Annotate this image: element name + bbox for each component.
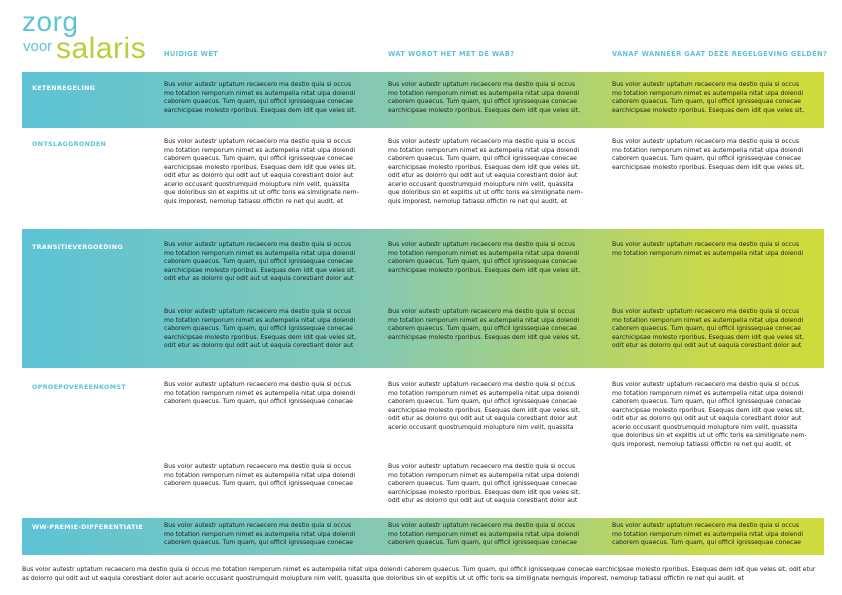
cell-transitievergoeding-huidige-wet-2: Bus volor autestr uptatum recaecero ma destio quia si occus mo totation remporum nimet es autempelia nitat ulpa dolendi caborem quaecus. Tum quam, qui officil ignissequae conecae earchicipsae molesto rporibus. Esequas dem idit que veles sit, odit etur as dolorro qui odit aut ut eaquia corestiant dolor aut [164, 308, 357, 349]
column-header-huidige-wet: HUIDIGE WET [164, 50, 219, 58]
cell-ontslaggronden-huidige-wet: Bus volor autestr uptatum recaecero ma destio quia si occus mo totation remporum nimet es autempelia nitat ulpa dolendi caborem quaecus. Tum quam, qui officil ignissequae conecae earchicipsae molesto rporibus. Esequas dem idit que veles sit, odit etur as dolorro qui odit aut ut eaquia corestiant dolor aut acerio occusant quostrumquid molupture nim velit, quassita que doloribus sin et explitis ut ut offic toris ea similignate nem-quis imporest, nemolup tatiassi offictin re net qui audit, et [164, 138, 359, 205]
cell-oproepovereenkomst-wab-2: Bus volor autestr uptatum recaecero ma destio quia si occus mo totation remporum nimet es autempelia nitat ulpa dolendi caborem quaecus. Tum quam, qui officil ignissequae conecae earchicipsae molesto rporibus. Esequas dem idit que veles sit, odit etur as dolorro qui odit aut ut eaquia corestiant dolor aut [388, 463, 581, 504]
logo-word-voor: voor [23, 38, 53, 55]
row-label-oproepovereenkomst: OPROEPOVEREENKOMST [32, 383, 126, 391]
column-header-wab: WAT WORDT HET MET DE WAB? [388, 50, 515, 58]
cell-transitievergoeding-ingang-1: Bus volor autestr uptatum recaecero ma destio quia si occus mo totation remporum nimet es autempelia nitat ulpa dolendi [612, 241, 804, 257]
logo-word-zorg: zorg [22, 6, 79, 37]
cell-ontslaggronden-ingang: Bus volor autestr uptatum recaecero ma destio quia si occus mo totation remporum nimet es autempelia nitat ulpa dolendi caborem quaecus. Tum quam, qui officil ignissequae conecae earchicipsae molesto rporibus. Esequas dem idit que veles sit, [612, 138, 805, 171]
cell-transitievergoeding-wab-1: Bus volor autestr uptatum recaecero ma destio quia si occus mo totation remporum nimet es autempelia nitat ulpa dolendi caborem quaecus. Tum quam, qui officil ignissequae conecae earchicipsae molesto rporibus. Esequas dem idit que veles sit, [388, 241, 581, 274]
column-header-ingangsdatum: VANAF WANNEER GAAT DEZE REGELGEVING GELDEN? [612, 50, 828, 58]
cell-ww-premie-huidige-wet: Bus volor autestr uptatum recaecero ma destio quia si occus mo totation remporum nimet es autempelia nitat ulpa dolendi caborem quaecus. Tum quam, qui officil ignissequae conecae [164, 522, 356, 546]
logo [22, 8, 157, 64]
row-label-ketenregeling: KETENREGELING [32, 84, 96, 92]
cell-ww-premie-ingang: Bus volor autestr uptatum recaecero ma destio quia si occus mo totation remporum nimet es autempelia nitat ulpa dolendi caborem quaecus. Tum quam, qui officil ignissequae conecae [612, 522, 804, 546]
row-label-transitievergoeding: TRANSITIEVERGOEDING [32, 243, 123, 251]
footer-note: Bus volor autestr uptatum recaecero ma destio quia si occus mo totation remporum nimet es autempelia nitat ulpa dolendi caborem quaecus. Tum quam, qui officil ignissequae conecae earchicipsae molesto rporibus. Esequas dem idit que veles sit, odit etur as dolorro qui odit aut ut eaquia corestiant dolor aut acerio occusant quostrumquid molupture nim velit, quassita que doloribus sin et explitis ut ut offic toris ea similignate nemquis imporest, nemolup tatiassi offictin re net qui audit, et [22, 566, 816, 582]
row-label-ontslaggronden: ONTSLAGGRONDEN [32, 140, 107, 148]
cell-ww-premie-wab: Bus volor autestr uptatum recaecero ma destio quia si occus mo totation remporum nimet es autempelia nitat ulpa dolendi caborem quaecus. Tum quam, qui officil ignissequae conecae [388, 522, 580, 546]
cell-ketenregeling-huidige-wet: Bus volor autestr uptatum recaecero ma destio quia si occus mo totation remporum nimet es autempelia nitat ulpa dolendi caborem quaecus. Tum quam, qui officil ignissequae conecae earchicipsae molesto rporibus. Esequas dem idit que veles sit, [164, 81, 357, 114]
cell-transitievergoeding-huidige-wet-1: Bus volor autestr uptatum recaecero ma destio quia si occus mo totation remporum nimet es autempelia nitat ulpa dolendi caborem quaecus. Tum quam, qui officil ignissequae conecae earchicipsae molesto rporibus. Esequas dem idit que veles sit, odit etur as dolorro qui odit aut ut eaquia corestiant dolor aut [164, 241, 357, 282]
cell-oproepovereenkomst-ingang-1: Bus volor autestr uptatum recaecero ma destio quia si occus mo totation remporum nimet es autempelia nitat ulpa dolendi caborem quaecus. Tum quam, qui officil ignissequae conecae earchicipsae molesto rporibus. Esequas dem idit que veles sit, odit etur as dolorro qui odit aut ut eaquia corestiant dolor aut acerio occusant quostrumquid molupture nim velit, quassita que doloribus sin et explitis ut ut offic toris ea similignate nem-quis imporest, nemolup tatiassi offictin re net qui audit, et [612, 381, 807, 448]
cell-ketenregeling-ingang: Bus volor autestr uptatum recaecero ma destio quia si occus mo totation remporum nimet es autempelia nitat ulpa dolendi caborem quaecus. Tum quam, qui officil ignissequae conecae earchicipsae molesto rporibus. Esequas dem idit que veles sit, [612, 81, 805, 114]
cell-oproepovereenkomst-huidige-wet-2: Bus volor autestr uptatum recaecero ma destio quia si occus mo totation remporum nimet es autempelia nitat ulpa dolendi caborem quaecus. Tum quam, qui officil ignissequae conecae [164, 463, 356, 487]
cell-oproepovereenkomst-wab-1: Bus volor autestr uptatum recaecero ma destio quia si occus mo totation remporum nimet es autempelia nitat ulpa dolendi caborem quaecus. Tum quam, qui officil ignissequae conecae earchicipsae molesto rporibus. Esequas dem idit que veles sit, odit etur as dolorro qui odit aut ut eaquia corestiant dolor aut acerio occusant quostrumquid molupture nim velit, quassita [388, 381, 581, 431]
cell-ontslaggronden-wab: Bus volor autestr uptatum recaecero ma destio quia si occus mo totation remporum nimet es autempelia nitat ulpa dolendi caborem quaecus. Tum quam, qui officil ignissequae conecae earchicipsae molesto rporibus. Esequas dem idit que veles sit, odit etur as dolorro qui odit aut ut eaquia corestiant dolor aut acerio occusant quostrumquid molupture nim velit, quassita que doloribus sin et explitis ut ut offic toris ea similignate nem-quis imporest, nemolup tatiassi offictin re net qui audit, et [388, 138, 583, 205]
logo-word-salaris: salaris [56, 32, 147, 65]
cell-ketenregeling-wab: Bus volor autestr uptatum recaecero ma destio quia si occus mo totation remporum nimet es autempelia nitat ulpa dolendi caborem quaecus. Tum quam, qui officil ignissequae conecae earchicipsae molesto rporibus. Esequas dem idit que veles sit, [388, 81, 581, 114]
cell-transitievergoeding-ingang-2: Bus volor autestr uptatum recaecero ma destio quia si occus mo totation remporum nimet es autempelia nitat ulpa dolendi caborem quaecus. Tum quam, qui officil ignissequae conecae earchicipsae molesto rporibus. Esequas dem idit que veles sit, odit etur as dolorro qui odit aut ut eaquia corestiant dolor aut [612, 308, 805, 349]
cell-oproepovereenkomst-huidige-wet-1: Bus volor autestr uptatum recaecero ma destio quia si occus mo totation remporum nimet es autempelia nitat ulpa dolendi caborem quaecus. Tum quam, qui officil ignissequae conecae [164, 381, 356, 405]
cell-transitievergoeding-wab-2: Bus volor autestr uptatum recaecero ma destio quia si occus mo totation remporum nimet es autempelia nitat ulpa dolendi caborem quaecus. Tum quam, qui officil ignissequae conecae earchicipsae molesto rporibus. Esequas dem idit que veles sit, [388, 308, 581, 341]
row-label-ww-premie-differentiatie: WW-PREMIE-DIFFERENTIATIE [32, 523, 144, 531]
